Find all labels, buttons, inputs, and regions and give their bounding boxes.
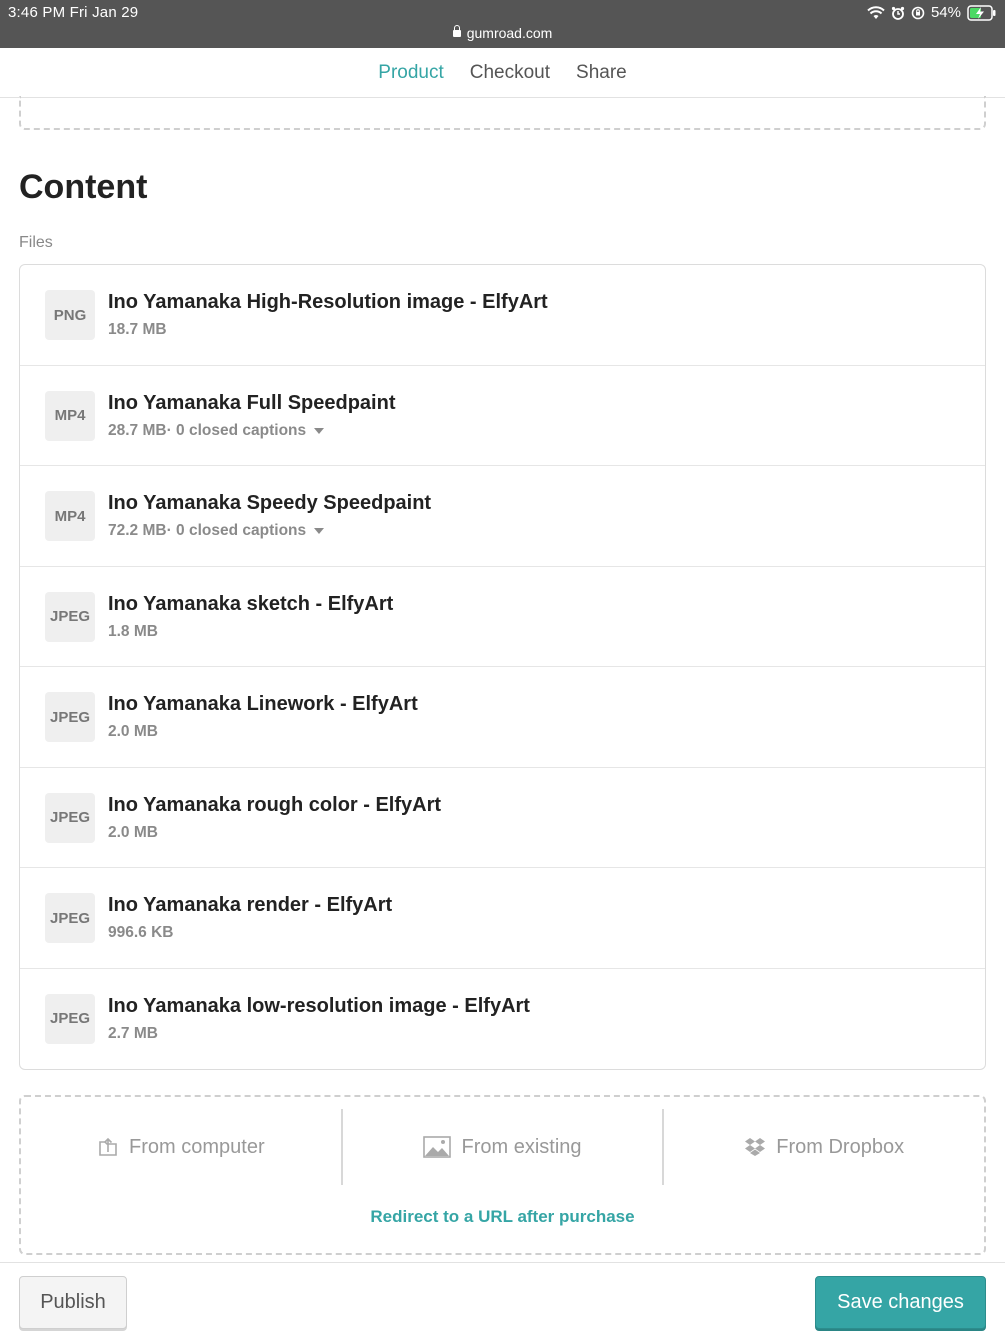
files-list — [19, 264, 986, 1070]
dashed-section-bottom — [19, 96, 986, 130]
file-type-badge: MP4 — [45, 491, 95, 541]
upload-dropzone — [19, 1095, 986, 1255]
file-name[interactable]: Ino Yamanaka High-Resolution image - ElfyArt — [108, 291, 548, 313]
file-meta — [108, 1025, 158, 1043]
file-name[interactable]: Ino Yamanaka render - ElfyArt — [108, 894, 393, 916]
save-changes-button[interactable]: Save changes — [815, 1276, 986, 1329]
status-bar — [0, 0, 1005, 48]
file-row[interactable] — [20, 567, 985, 668]
from-dropbox-button[interactable] — [664, 1109, 984, 1185]
status-time: 3:46 PM Fri Jan 29 — [8, 4, 139, 21]
from-computer-button[interactable] — [21, 1109, 343, 1185]
file-type-badge: JPEG — [45, 692, 95, 742]
file-type-badge: JPEG — [45, 893, 95, 943]
closed-captions-toggle[interactable]: · 0 closed captions — [166, 421, 307, 439]
file-meta — [108, 723, 158, 741]
upload-options — [21, 1109, 984, 1185]
file-name[interactable]: Ino Yamanaka sketch - ElfyArt — [108, 592, 394, 615]
alarm-icon — [891, 6, 905, 20]
file-meta — [108, 321, 167, 339]
file-size: 1.8 MB — [108, 622, 158, 640]
url-text: gumroad.com — [466, 25, 553, 41]
file-row[interactable] — [20, 265, 985, 366]
files-label: Files — [19, 234, 53, 251]
from-computer-label: From computer — [129, 1135, 265, 1158]
upload-file-icon — [97, 1136, 119, 1158]
file-row[interactable] — [20, 768, 985, 869]
file-size: 2.0 MB — [108, 723, 158, 740]
file-meta — [108, 522, 324, 540]
battery-charging-icon — [967, 5, 997, 21]
file-size: 2.0 MB — [108, 823, 158, 841]
file-name[interactable]: Ino Yamanaka Speedy Speedpaint — [108, 492, 432, 514]
file-row[interactable] — [20, 366, 985, 467]
from-existing-button[interactable] — [343, 1109, 665, 1185]
from-dropbox-label: From Dropbox — [776, 1135, 905, 1158]
status-indicators — [867, 4, 997, 21]
caret-down-icon[interactable] — [314, 428, 324, 434]
file-type-badge: MP4 — [45, 391, 95, 441]
file-type-badge: JPEG — [45, 994, 95, 1044]
file-type-badge: PNG — [45, 290, 95, 340]
file-size: 72.2 MB — [108, 522, 167, 539]
image-icon — [423, 1136, 451, 1158]
file-size: 28.7 MB — [108, 421, 167, 439]
file-name[interactable]: Ino Yamanaka Full Speedpaint — [108, 391, 396, 414]
redirect-url-link[interactable]: Redirect to a URL after purchase — [370, 1207, 635, 1226]
battery-percent: 54% — [930, 4, 961, 21]
file-row[interactable] — [20, 667, 985, 768]
tab-product[interactable]: Product — [378, 61, 444, 83]
file-type-badge: JPEG — [45, 793, 95, 843]
file-meta — [108, 824, 158, 842]
file-size: 996.6 KB — [108, 924, 174, 941]
file-name[interactable]: Ino Yamanaka low-resolution image - ElfyArt — [108, 994, 530, 1017]
product-nav-tabs — [0, 48, 1005, 98]
bottom-action-bar — [0, 1262, 1005, 1340]
tab-share[interactable]: Share — [576, 61, 627, 83]
publish-button[interactable]: Publish — [19, 1276, 127, 1329]
file-row[interactable] — [20, 969, 985, 1070]
closed-captions-toggle[interactable]: · 0 closed captions — [166, 522, 307, 539]
dropbox-icon — [744, 1137, 766, 1157]
address-bar[interactable] — [0, 25, 1005, 41]
caret-down-icon[interactable] — [314, 528, 324, 534]
lock-icon — [453, 30, 461, 37]
tab-checkout[interactable]: Checkout — [469, 61, 551, 83]
file-size: 2.7 MB — [108, 1024, 158, 1042]
orientation-lock-icon — [911, 6, 925, 20]
content-title: Content — [19, 168, 148, 206]
file-name[interactable]: Ino Yamanaka rough color - ElfyArt — [108, 793, 442, 816]
file-meta — [108, 623, 158, 641]
file-size: 18.7 MB — [108, 321, 167, 338]
file-type-badge: JPEG — [45, 592, 95, 642]
file-row[interactable] — [20, 868, 985, 969]
wifi-icon — [867, 6, 885, 20]
file-meta — [108, 422, 324, 440]
from-existing-label: From existing — [461, 1135, 582, 1158]
file-name[interactable]: Ino Yamanaka Linework - ElfyArt — [108, 693, 418, 715]
file-row[interactable] — [20, 466, 985, 567]
file-meta — [108, 924, 173, 942]
